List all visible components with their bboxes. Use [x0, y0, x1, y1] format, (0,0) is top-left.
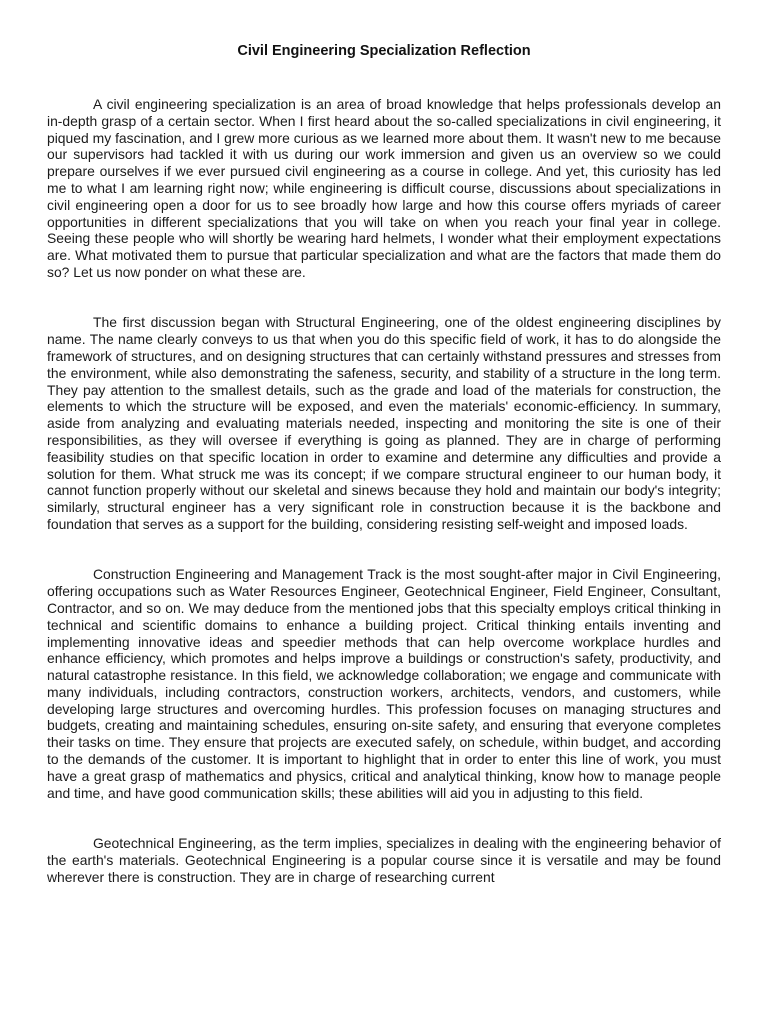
document-title: Civil Engineering Specialization Reflection [237, 43, 531, 59]
paragraph-geotechnical-engineering: Geotechnical Engineering, as the term implies, specializes in dealing with the engineering behavior of the earth's materials. Geotechnical Engineering is a popular course since it is versatile and may be found wherever there is construction. They are in charge of researching current [47, 835, 721, 885]
document-body [47, 96, 721, 919]
paragraph-construction-management: Construction Engineering and Management Track is the most sought-after major in Civil Engineering, offering occupations such as Water Resources Engineer, Geotechnical Engineer, Field Engineer, Consultant, Contractor, and so on. We may deduce from the mentioned jobs that this specialty employs critical thinking in technical and scientific domains to enhance a building project. Critical thinking entails inventing and implementing innovative ideas and speedier methods that can help overcome workplace hurdles and enhance efficiency, which promotes and helps improve a buildings or construction's safety, productivity, and natural catastrophe resistance. In this field, we acknowledge collaboration; we engage and communicate with many individuals, including contractors, construction workers, architects, vendors, and customers, while developing large structures and overcoming hurdles. This profession focuses on managing structures and budgets, creating and maintaining schedules, ensuring on-site safety, and ensuring that everyone completes their tasks on time. They ensure that projects are executed safely, on schedule, within budget, and according to the demands of the customer. It is important to highlight that in order to enter this line of work, you must have a great grasp of mathematics and physics, critical and analytical thinking, know how to manage people and time, and have good communication skills; these abilities will aid you in adjusting to this field. [47, 566, 721, 801]
paragraph-structural-engineering: The first discussion began with Structural Engineering, one of the oldest engineering disciplines by name. The name clearly conveys to us that when you do this specific field of work, it has to do alongside the framework of structures, and on designing structures that can certainly withstand pressures and stresses from the environment, while also demonstrating the safeness, security, and stability of a structure in the long term. They pay attention to the smallest details, such as the grade and load of the materials for construction, the elements to which the structure will be exposed, and even the materials' economic-efficiency. In summary, aside from analyzing and evaluating materials needed, inspecting and monitoring the site is one of their responsibilities, as they will oversee if everything is going as planned. They are in charge of performing feasibility studies on that specific location in order to examine and determine any difficulties and provide a solution for them. What struck me was its concept; if we compare structural engineer to our human body, it cannot function properly without our skeletal and sinews because they hold and maintain our body's integrity; similarly, structural engineer has a very significant role in construction because it is the backbone and foundation that serves as a support for the building, considering resisting self-weight and imposed loads. [47, 314, 722, 532]
paragraph-intro: A civil engineering specialization is an area of broad knowledge that helps professionals develop an in-depth grasp of a certain sector. When I first heard about the so-called specializations in civil engineering, it piqued my fascination, and I grew more curious as we learned more about them. It wasn't new to me because our supervisors had tackled it with us during our work immersion and given us an overview so we could prepare ourselves if we ever pursued civil engineering as a course in college. And yet, this curiosity has led me to what I am learning right now; while engineering is difficult course, discussions about specializations in civil engineering open a door for us to see broadly how large and how this course offers myriads of career opportunities in different specializations that you will take on when you reach your final year in college. Seeing these people who will shortly be wearing hard helmets, I wonder what their employment expectations are. What motivated them to pursue that particular specialization and what are the factors that made them do so? Let us now ponder on what these are. [47, 96, 721, 280]
